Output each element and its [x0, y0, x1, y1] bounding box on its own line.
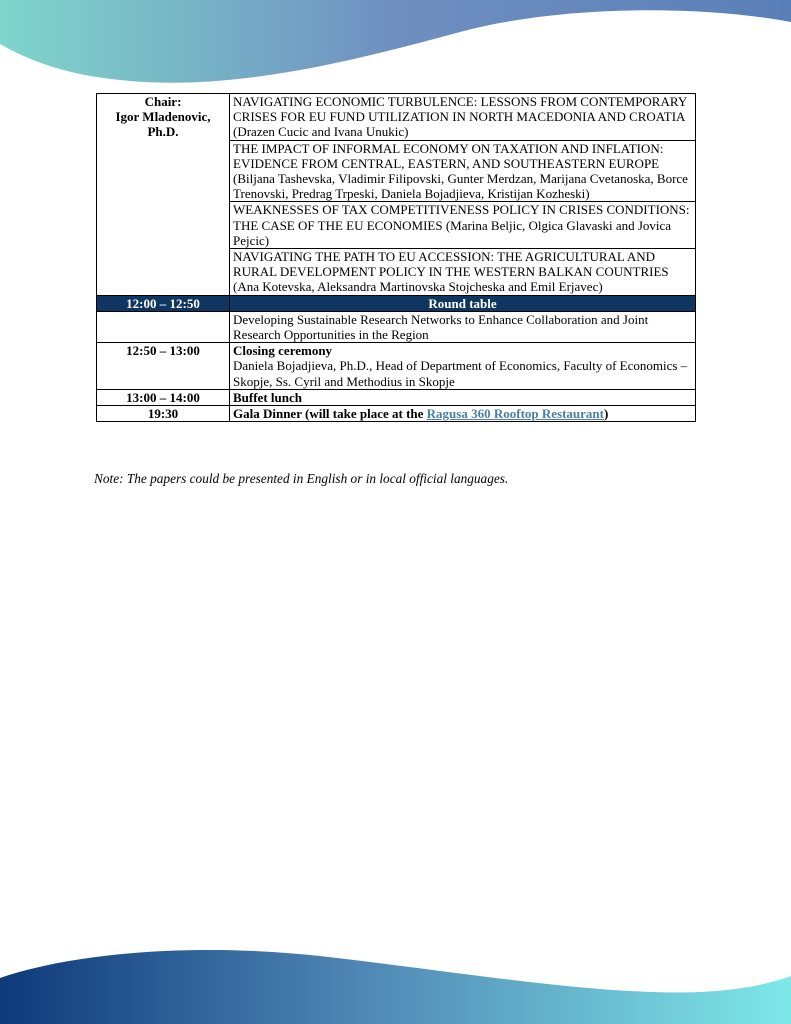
- dinner-time: 19:30: [97, 406, 230, 422]
- empty-time-cell: [97, 311, 230, 342]
- session-chair: [97, 94, 230, 296]
- dinner-title-prefix: Gala Dinner (will take place at the: [233, 406, 427, 422]
- paper-item: WEAKNESSES OF TAX COMPETITIVENESS POLICY IN CRISES CONDITIONS: THE CASE OF THE EU ECONOMIES (Marina Beljic, Olgica Glavaski and Jovica Pejcic): [230, 202, 696, 249]
- dinner-row: [97, 406, 696, 422]
- chair-title: Chair:: [144, 94, 182, 109]
- closing-cell: [230, 343, 696, 390]
- dinner-title-suffix: ): [603, 406, 609, 422]
- chair-name: Igor Mladenovic,: [115, 109, 211, 125]
- closing-row: [97, 343, 696, 390]
- footnote: Note: The papers could be presented in English or in local official languages.: [94, 471, 509, 486]
- paper-item: NAVIGATING ECONOMIC TURBULENCE: LESSONS FROM CONTEMPORARY CRISES FOR EU FUND UTILIZATION IN NORTH MACEDONIA AND CROATIA (Drazen Cucic and Ivana Unukic): [230, 94, 696, 141]
- lunch-time: 13:00 – 14:00: [97, 389, 230, 405]
- closing-description: Daniela Bojadjieva, Ph.D., Head of Department of Economics, Faculty of Economics – Skopje, Ss. Cyril and Methodius in Skopje: [233, 358, 688, 389]
- program-table: [96, 93, 696, 422]
- round-table-title: Round table: [230, 295, 696, 311]
- closing-title: Closing ceremony: [233, 343, 333, 359]
- round-table-row: [97, 311, 696, 342]
- paper-item: NAVIGATING THE PATH TO EU ACCESSION: THE AGRICULTURAL AND RURAL DEVELOPMENT POLICY IN THE WESTERN BALKAN COUNTRIES (Ana Kotevska, Aleksandra Martinovska Stojcheska and Emil Erjavec): [230, 249, 696, 296]
- closing-time: 12:50 – 13:00: [97, 343, 230, 390]
- venue-link[interactable]: Ragusa 360 Rooftop Restaurant: [426, 406, 604, 422]
- lunch-row: [97, 389, 696, 405]
- lunch-title: Buffet lunch: [230, 389, 696, 405]
- round-table-description: Developing Sustainable Research Networks to Enhance Collaboration and Joint Research Opportunities in the Region: [230, 311, 696, 342]
- bottom-wave-decoration: [0, 934, 791, 1024]
- dinner-cell: [230, 406, 696, 422]
- paper-item: THE IMPACT OF INFORMAL ECONOMY ON TAXATION AND INFLATION: EVIDENCE FROM CENTRAL, EASTERN, AND SOUTHEASTERN EUROPE (Biljana Tashevska, Vladimir Filipovski, Gunter Merdzan, Marijana Cvetanoska, Borce Trenovski, Predrag Trpeski, Daniela Bojadjieva, Kristijan Kozheski): [230, 140, 696, 202]
- session-row: [97, 94, 696, 141]
- round-table-time: 12:00 – 12:50: [97, 295, 230, 311]
- top-wave-decoration: [0, 0, 791, 90]
- round-table-header-row: [97, 295, 696, 311]
- chair-degree: Ph.D.: [147, 124, 179, 140]
